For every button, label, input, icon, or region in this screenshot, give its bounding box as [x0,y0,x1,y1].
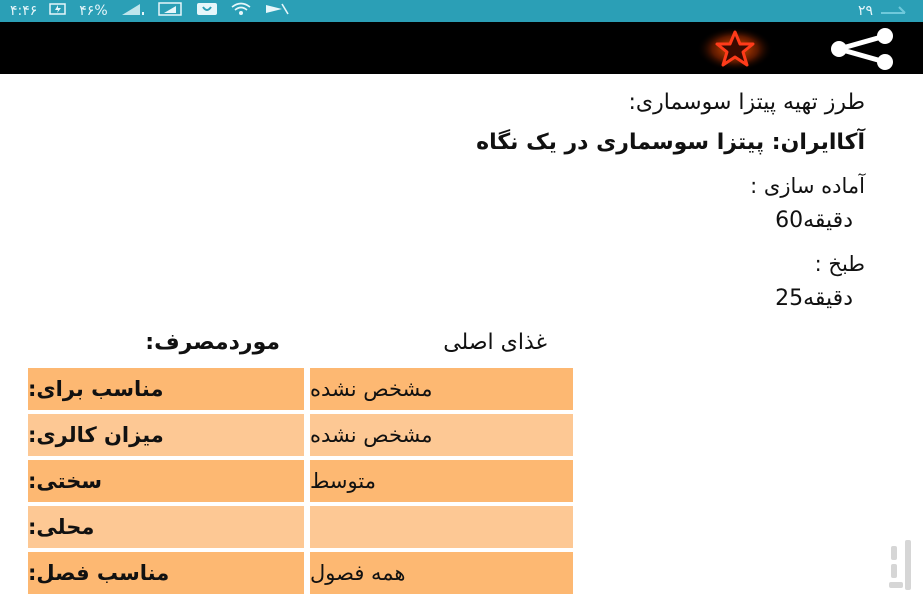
property-value: مشخص نشده [310,368,573,410]
message-icon [196,2,218,20]
prep-time-label: آماده سازی : [750,174,865,198]
bazaar-icon [885,536,917,594]
property-label: سختی: [28,460,304,502]
app-toolbar [0,22,923,74]
signal-icon [120,2,146,20]
no-sim-icon [879,3,909,19]
star-icon [695,26,775,72]
recipe-subtitle: آکاایران: پیتزا سوسماری در یک نگاه [476,130,865,155]
notification-count: ۲۹ [857,3,873,19]
recipe-properties-table [28,368,573,598]
status-bar-right [858,2,909,20]
property-label: میزان کالری: [28,414,304,456]
battery-saver-icon [264,2,290,20]
clock: ۴:۴۶ [10,3,38,19]
property-label: محلی: [28,506,304,548]
usage-label: موردمصرف: [145,330,280,355]
prep-time-value: 60دقیقه [775,208,853,233]
battery-icon [49,3,67,19]
wifi-icon [230,2,252,20]
property-label: مناسب برای: [28,368,304,410]
property-value [310,506,573,548]
property-value: مشخص نشده [310,414,573,456]
share-icon [825,28,901,70]
favorite-button[interactable] [695,26,775,72]
table-row [28,460,573,502]
recipe-content [0,74,923,600]
usage-value: غذای اصلی [443,330,547,355]
table-row [28,368,573,410]
recipe-title: طرز تهیه پیتزا سوسماری: [628,90,865,115]
status-bar [0,0,923,22]
table-row [28,552,573,594]
property-value: همه فصول [310,552,573,594]
share-button[interactable] [825,28,901,70]
battery-percent: ۴۶% [79,3,108,19]
property-label: مناسب فصل: [28,552,304,594]
cook-time-label: طبخ : [814,252,865,276]
property-value: متوسط [310,460,573,502]
table-row [28,414,573,456]
status-bar-left [10,2,290,20]
signal-icon [158,2,184,20]
cook-time-value: 25دقیقه [775,286,853,311]
table-row [28,506,573,548]
